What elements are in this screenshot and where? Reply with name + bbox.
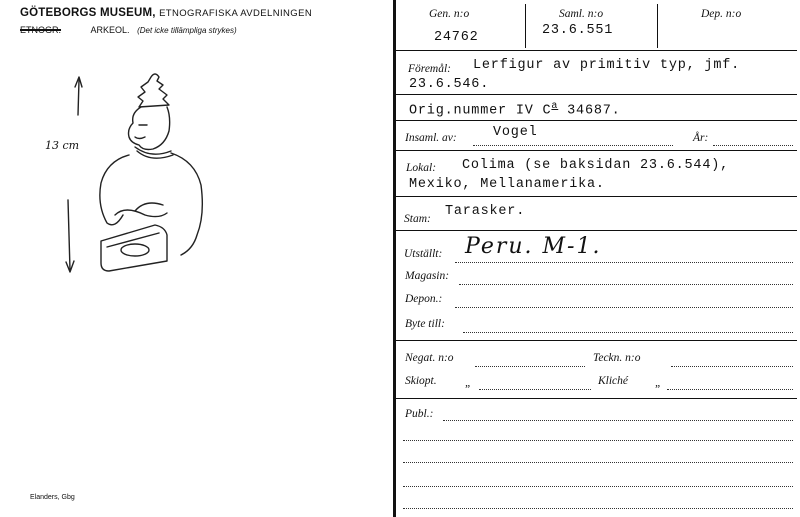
magasin-label: Magasin:	[405, 270, 450, 282]
byte-label: Byte till:	[405, 318, 445, 330]
insaml-label: Insaml. av:	[405, 132, 457, 144]
insaml-line	[473, 145, 673, 146]
skiopt-ditto: „	[465, 377, 472, 389]
rule-byte	[396, 340, 797, 341]
lokal-label: Lokal:	[406, 162, 437, 174]
foremal-line-1: Lerfigur av primitiv typ, jmf.	[473, 58, 741, 73]
catalog-card	[393, 0, 797, 517]
teckn-line	[671, 366, 793, 367]
saml-number-label: Saml. n:o	[559, 8, 604, 20]
museum-name: GÖTEBORGS MUSEUM,	[20, 7, 156, 19]
museum-header	[20, 7, 312, 19]
skiopt-label: Skiopt.	[405, 375, 437, 387]
orig-number-value: 34687.	[567, 103, 621, 119]
negat-line	[475, 366, 585, 367]
foremal-line-2: 23.6.546.	[409, 77, 490, 92]
publ-line-2	[403, 440, 793, 441]
size-label: 13 cm	[45, 139, 80, 152]
card-border-left	[393, 0, 396, 517]
teckn-label: Teckn. n:o	[593, 352, 641, 364]
printer-imprint: Elanders, Gbg	[30, 494, 75, 501]
rule-skiopt	[396, 398, 797, 399]
rule-orig	[396, 120, 797, 121]
figurine-head	[129, 107, 170, 150]
publ-line-5	[403, 508, 793, 509]
dep-number-label: Dep. n:o	[701, 8, 742, 20]
utstallt-value: Peru. M-1.	[465, 234, 602, 259]
gen-number-label: Gen. n:o	[429, 8, 470, 20]
publ-line-1	[443, 420, 793, 421]
negat-label: Negat. n:o	[405, 352, 454, 364]
size-arrow-bottom	[68, 200, 70, 270]
publ-label: Publ.:	[405, 408, 434, 420]
struck-department: ETNOGR.	[20, 25, 62, 35]
figurine-headdress	[138, 74, 169, 107]
figurine-body	[100, 153, 202, 255]
orig-number-sup: a	[551, 101, 559, 112]
publ-line-4	[403, 486, 793, 487]
saml-number-value: 23.6.551	[542, 23, 614, 38]
magasin-line	[459, 284, 793, 285]
ar-line	[713, 145, 793, 146]
depon-line	[455, 307, 793, 308]
utstallt-label: Utställt:	[404, 248, 443, 260]
header-divider-1	[525, 4, 526, 48]
publ-line-3	[403, 462, 793, 463]
ar-label: År:	[693, 132, 709, 144]
gen-number-value: 24762	[434, 30, 479, 45]
figurine-tablet	[101, 225, 167, 271]
cliche-line	[667, 389, 793, 390]
lokal-line-2: Mexiko, Mellanamerika.	[409, 177, 605, 192]
skiopt-line	[479, 389, 591, 390]
rule-foremal	[396, 94, 797, 95]
orig-number	[409, 101, 621, 119]
rule-stam	[396, 230, 797, 231]
utstallt-line	[455, 262, 793, 263]
lokal-line-1: Colima (se baksidan 23.6.544),	[462, 158, 730, 173]
cliche-label: Kliché	[598, 375, 629, 387]
cliche-ditto: „	[655, 377, 662, 389]
department-name: ETNOGRAFISKA AVDELNINGEN	[159, 8, 313, 19]
stam-value: Tarasker.	[445, 204, 526, 219]
rule-lokal	[396, 196, 797, 197]
figurine-sketch	[55, 65, 230, 290]
department-subheader	[20, 25, 237, 35]
foremal-label: Föremål:	[408, 63, 452, 75]
rule-insaml	[396, 150, 797, 151]
header-divider-2	[657, 4, 658, 48]
insaml-value: Vogel	[493, 125, 538, 140]
header-rule	[396, 50, 797, 51]
strike-note: (Det icke tillämpliga strykes)	[137, 26, 237, 35]
byte-line	[463, 332, 793, 333]
orig-number-text: Orig.nummer IV C	[409, 103, 552, 119]
depon-label: Depon.:	[405, 293, 443, 305]
stam-label: Stam:	[404, 213, 431, 225]
size-arrow-top	[78, 80, 79, 115]
archaeology-label: ARKEOL.	[90, 25, 130, 35]
